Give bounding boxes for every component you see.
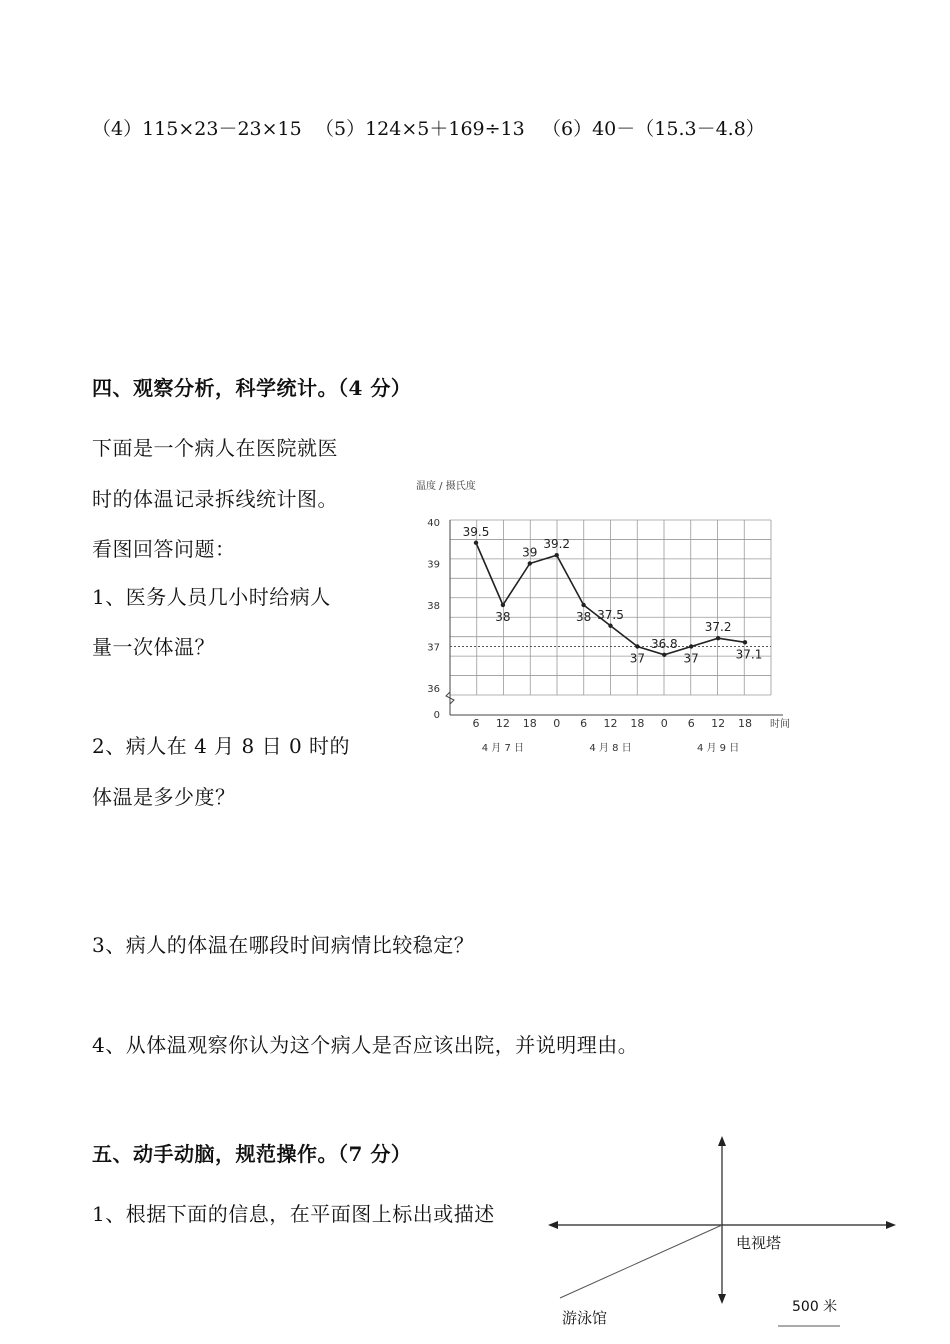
question-1-line2: 量一次体温？ [92, 635, 215, 659]
data-label: 36.8 [650, 636, 678, 651]
section4-intro-line2: 时的体温记录拆线统计图。 [92, 487, 338, 511]
chart-y-axis-label: 温度 / 摄氏度 [416, 481, 476, 492]
x-tick-label: 12 [603, 717, 618, 730]
section4-intro-line1: 下面是一个病人在医院就医 [92, 436, 338, 460]
question-3: 3、病人的体温在哪段时间病情比较稳定？ [92, 933, 475, 957]
data-label: 37.1 [735, 647, 763, 662]
question-2-line2: 体温是多少度？ [92, 785, 236, 809]
section5-question-1: 1、根据下面的信息，在平面图上标出或描述 [92, 1202, 495, 1226]
direction-line-to-pool [560, 1225, 722, 1298]
y-tick-label: 38 [427, 601, 440, 612]
x-tick-label: 12 [711, 717, 726, 730]
section5-title: 五、动手动脑，规范操作。（7 分） [92, 1142, 412, 1166]
data-label: 39 [522, 545, 538, 560]
data-point [581, 603, 585, 607]
question-2-line1: 2、病人在 4 月 8 日 0 时的 [92, 734, 351, 758]
data-point [743, 640, 747, 644]
x-tick-label: 18 [738, 717, 752, 730]
y-tick-label: 39 [427, 559, 440, 571]
temperature-line-chart [400, 470, 820, 770]
y-tick-label: 37 [427, 642, 440, 654]
problem-6: （6）40－（15.3－4.8） [542, 118, 765, 140]
arrow-up-icon [718, 1136, 726, 1146]
data-point [716, 636, 720, 640]
scale-label: 500 米 [792, 1299, 838, 1315]
data-label: 37 [683, 651, 699, 666]
problem-5: （5）124×5＋169÷13 [315, 118, 525, 140]
x-tick-label: 18 [522, 717, 537, 730]
data-point [474, 541, 478, 545]
data-point [501, 603, 505, 607]
data-label: 38 [495, 610, 511, 624]
data-label: 39.2 [543, 537, 571, 552]
data-point [662, 653, 666, 657]
direction-map [540, 1130, 910, 1344]
tv-tower-label: 电视塔 [736, 1234, 782, 1252]
arrow-left-icon [548, 1221, 558, 1229]
x-tick-label: 0 [660, 717, 668, 730]
data-point [689, 644, 693, 648]
x-tick-label: 12 [495, 717, 510, 730]
x-date-label: 4 月 8 日 [589, 743, 632, 754]
data-label: 38 [575, 610, 592, 624]
x-date-label: 4 月 7 日 [481, 743, 525, 754]
chart-x-axis-label: 时间 [770, 719, 790, 730]
y-tick-label: 0 [433, 710, 440, 721]
data-label: 37.5 [597, 607, 624, 622]
section4-intro-line3: 看图回答问题： [92, 537, 236, 561]
x-tick-label: 6 [580, 717, 588, 730]
data-point [635, 644, 639, 648]
pool-label: 游泳馆 [562, 1309, 608, 1327]
question-1-line1: 1、医务人员几小时给病人 [92, 585, 331, 609]
x-tick-label: 6 [687, 717, 695, 730]
x-tick-label: 0 [553, 717, 561, 730]
arrow-right-icon [886, 1221, 896, 1229]
section4-title: 四、观察分析，科学统计。（4 分） [92, 376, 412, 400]
data-point [608, 624, 612, 628]
arrow-down-icon [718, 1294, 726, 1304]
y-tick-label: 40 [427, 518, 440, 529]
data-label: 39.5 [462, 524, 490, 539]
x-date-label: 4 月 9 日 [696, 743, 740, 754]
problem-4: （4）115×23－23×15 [92, 118, 302, 140]
data-point [555, 553, 559, 557]
data-label: 37.2 [704, 620, 732, 635]
question-4: 4、从体温观察你认为这个病人是否应该出院，并说明理由。 [92, 1033, 639, 1057]
data-label: 37 [629, 651, 646, 666]
data-point [528, 561, 532, 565]
x-tick-label: 18 [630, 717, 645, 730]
x-tick-label: 6 [472, 717, 480, 730]
y-tick-label: 36 [427, 684, 440, 695]
